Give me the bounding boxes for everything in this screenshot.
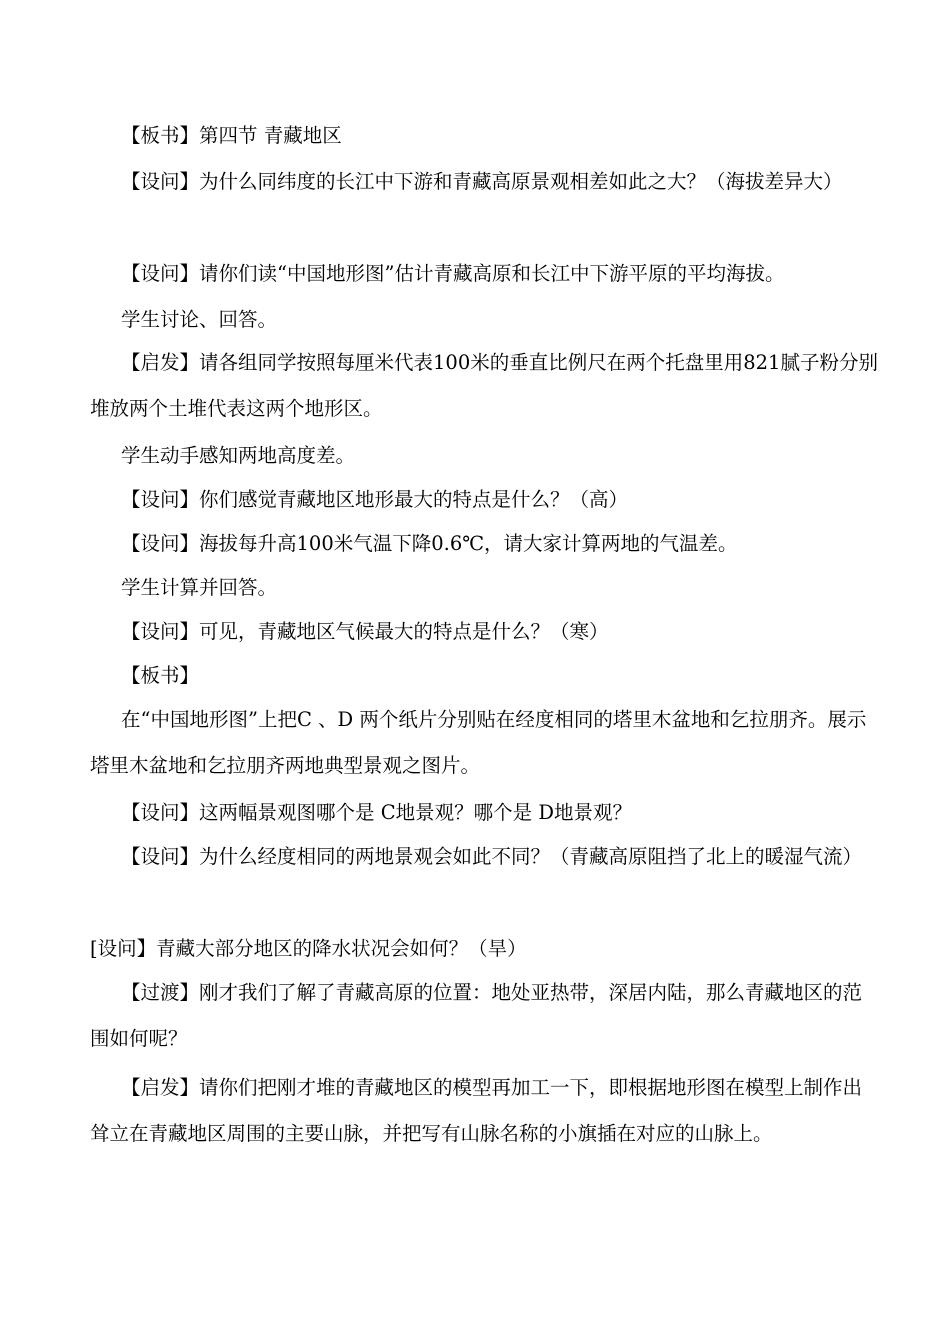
paragraph-inspire-mountains: 【启发】请你们把刚才堆的青藏地区的模型再加工一下，即根据地形图在模型上制作出耸立在青藏地区周围的主要山脉，并把写有山脉名称的小旗插在对应的山脉上。 [90,1076,863,1145]
paragraph-question-read-map: 【设问】请你们读“中国地形图”估计青藏高原和长江中下游平原的平均海拔。 [121,262,785,285]
paragraph-question-climate: 【设问】可见，青藏地区气候最大的特点是什么？（寒） [121,620,609,643]
paragraph-question-precipitation: [设问】青藏大部分地区的降水状况会如何？（旱） [90,937,527,960]
paragraph-blackboard-title: 【板书】第四节 青藏地区 [121,124,342,147]
paragraph-student-discuss: 学生讨论、回答。 [121,308,278,331]
paragraph-question-altitude: 【设问】为什么同纬度的长江中下游和青藏高原景观相差如此之大？（海拔差异大） [121,170,843,193]
paragraph-inspire-model: 【启发】请各组同学按照每厘米代表100米的垂直比例尺在两个托盘里用821腻子粉分别堆放两个土堆代表这两个地形区。 [90,351,878,420]
paragraph-transition: 【过渡】刚才我们了解了青藏高原的位置：地处亚热带，深居内陆，那么青藏地区的范围如何呢？ [90,981,863,1050]
paragraph-question-temperature: 【设问】海拔每升高100米气温下降0.6℃，请大家计算两地的气温差。 [121,532,738,555]
paragraph-map-cards: 在“中国地形图”上把C 、D 两个纸片分别贴在经度相同的塔里木盆地和乞拉朋齐。展示塔里木盆地和乞拉朋齐两地典型景观之图片。 [90,708,867,777]
paragraph-student-feel: 学生动手感知两地高度差。 [121,444,356,467]
paragraph-question-terrain: 【设问】你们感觉青藏地区地形最大的特点是什么？（高） [121,488,629,511]
paragraph-blackboard: 【板书】 [121,664,200,687]
paragraph-student-calc: 学生计算并回答。 [121,576,278,599]
paragraph-question-why-different: 【设问】为什么经度相同的两地景观会如此不同？（青藏高原阻挡了北上的暖湿气流） [121,845,863,868]
paragraph-question-landscape: 【设问】这两幅景观图哪个是 C地景观？哪个是 D地景观？ [121,801,632,824]
